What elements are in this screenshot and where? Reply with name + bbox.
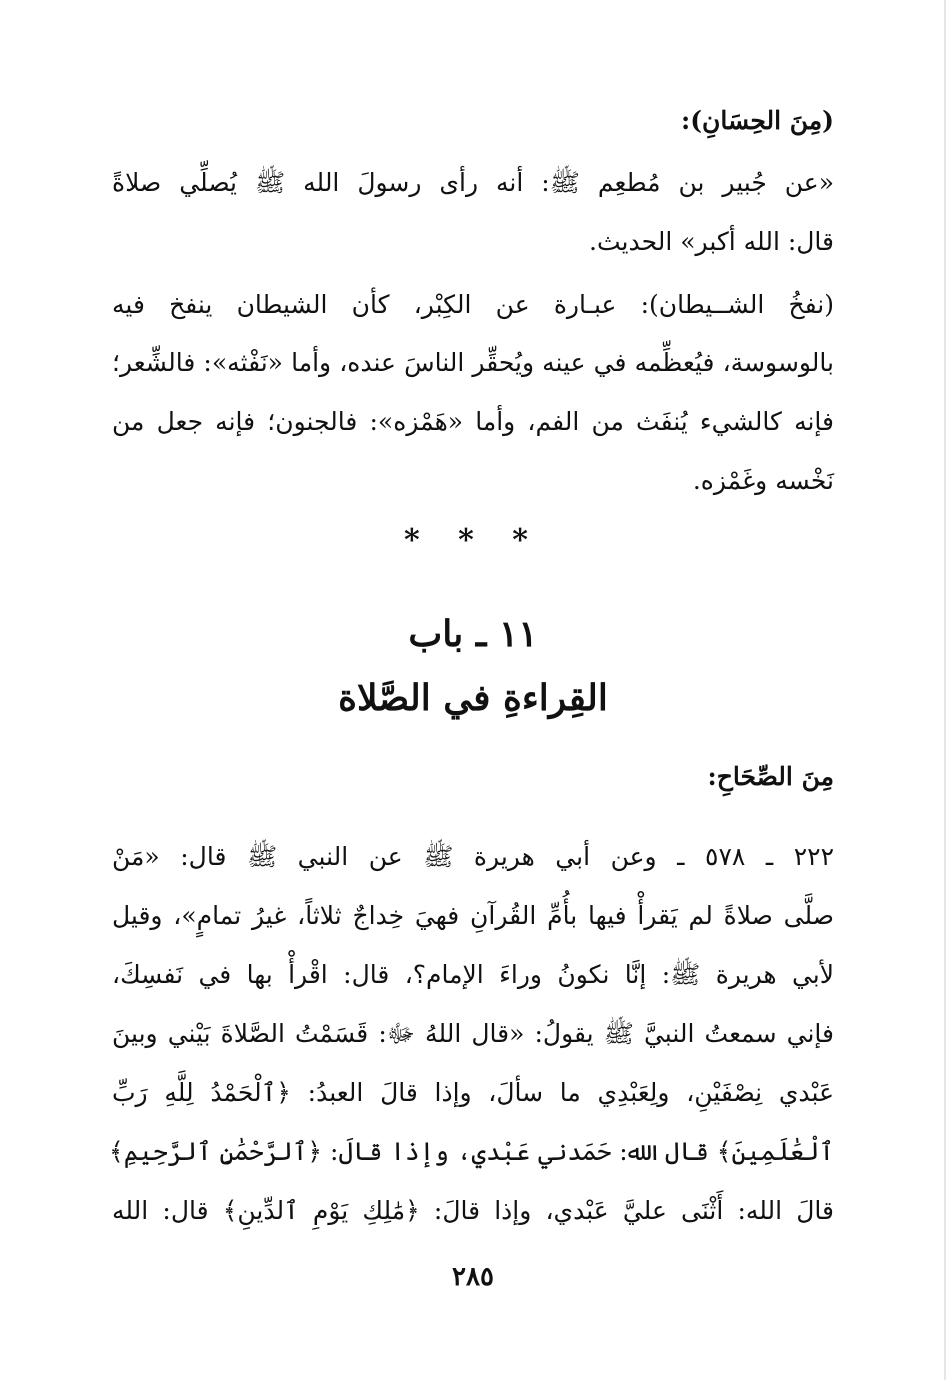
hadith-text-line: عَبْدي نِصْفَيْنِ، ولِعَبْدِي ما سألَ، وإذا قالَ العبدُ: ﴿ٱلْحَمْدُ لِلَّهِ رَبِّ (112, 1078, 834, 1107)
section-separator: * * * (404, 523, 542, 558)
explanation-line: فإنه كالشيء يُنفَث من الفم، وأما «هَمْزه»: فالجنون؛ فإنه جعل من (112, 407, 834, 436)
hadith-text-line: صلَّى صلاةً لم يَقرأْ فيها بأُمِّ القُرآنِ فهيَ خِداجٌ ثلاثاً، غيرُ تمامٍ»، وقيل (112, 901, 834, 930)
hadith-text-line: قالَ الله: أَثْنَى عليَّ عَبْدي، وإذا قالَ: ﴿مَٰلِكِ يَوْمِ ٱلدِّينِ﴾ قال: الله (112, 1196, 834, 1225)
sahih-section-heading: مِنَ الصِّحَاحِ: (707, 762, 834, 791)
hadith-text-line: قال: الله أكبر» الحديث. (589, 227, 834, 256)
hadith-text-line: «عن جُبير بن مُطعِم ﷺ: أنه رأى رسولَ الله ﷺ يُصلِّي صلاةً (112, 168, 834, 197)
explanation-line: بالوسوسة، فيُعظِّمه في عينه ويُحقِّر الناسَ عنده، وأما «نَفْثه»: فالشِّعر؛ (112, 348, 834, 377)
hadith-text-line: ٱلْعَٰلَمِينَ﴾ قال الله: حَمَدني عَبْدي، وإذا قالَ: ﴿ٱلرَّحْمَٰنِ ٱلرَّحِيمِ﴾ (109, 1137, 834, 1166)
hadith-text-line: لأبي هريرة ﷺ: إنَّا نكونُ وراءَ الإمام؟، قال: اقْرأْ بها في نَفسِكَ، (112, 960, 834, 989)
explanation-line: (نفخُ الشــيطان): عبـارة عن الكِبْر، كأن الشيطان ينفخ فيه (112, 290, 834, 319)
page-number: ٢٨٥ (452, 1262, 494, 1292)
chapter-title: القِراءةِ في الصَّلاة (338, 677, 608, 719)
explanation-line: نَخْسه وغَمْزه. (692, 466, 834, 495)
hadith-text-line: فإني سمعتُ النبيَّ ﷺ يقولُ: «قال اللهُ ﷻ: قَسَمْتُ الصَّلاةَ بَيْني وبينَ (112, 1019, 834, 1048)
hasan-section-heading: (مِنَ الحِسَانِ): (681, 106, 834, 135)
chapter-number: ١١ ـ باب (408, 613, 538, 655)
hadith-text-line: ٢٢٢ ـ ٥٧٨ ـ وعن أبي هريرة ﷺ عن النبي ﷺ قال: «مَنْ (112, 842, 835, 871)
